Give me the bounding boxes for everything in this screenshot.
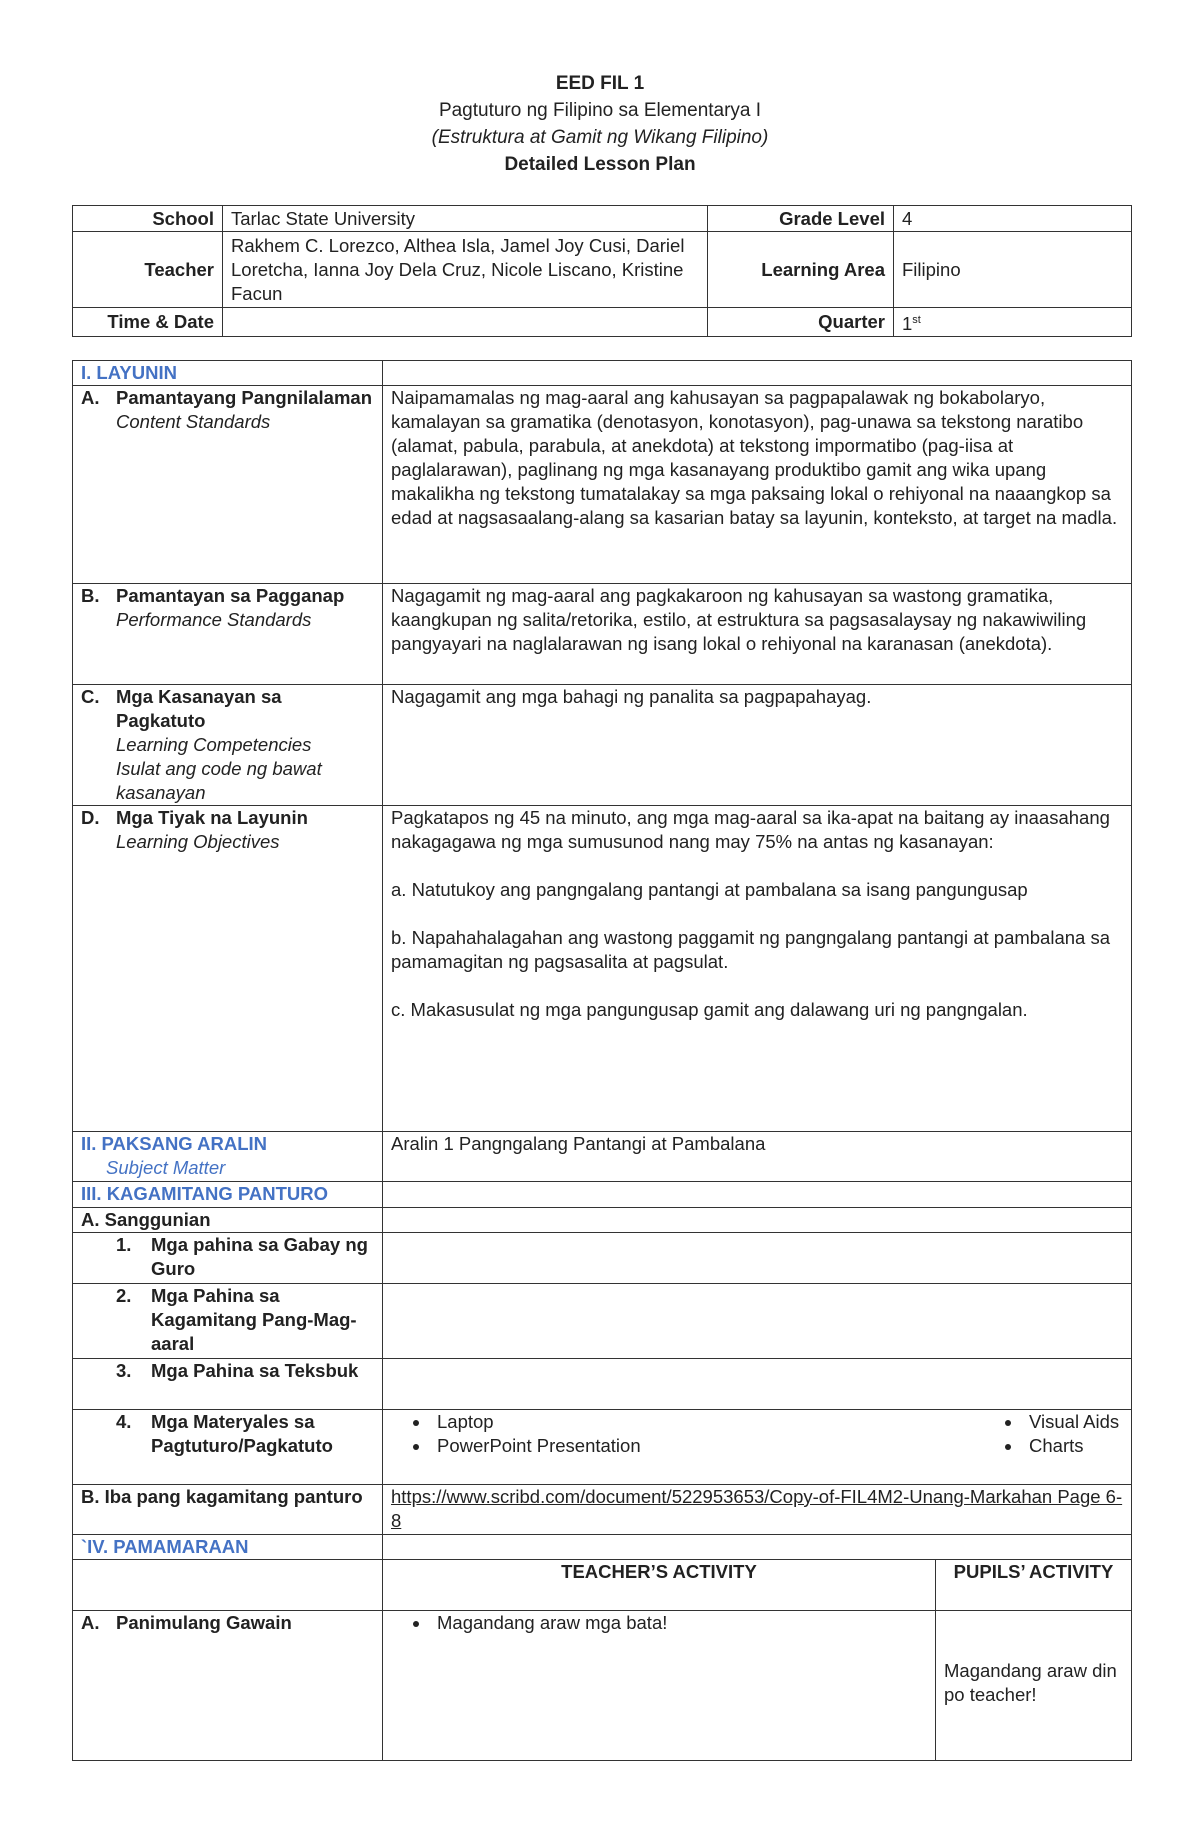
content-standards-text: Naipamamalas ng mag-aaral ang kahusayan sa pagpapalawak ng bokabolaryo, kamalayan sa gramatika (denotasyon, konotasyon), pag-unawa sa tekstong naratibo (alamat, pabula, parabula, at anekdota) at tekstong impormatibo (pag-iisa at paglalarawan), paglinang ng mga kasanayang produktibo gamit ang wika upang makalikha ng tekstong tumatalakay sa mga paksaing lokal o rehiyonal na naaangkop sa edad at nagsasaalang-alang sa kasarian batay sa layunin, konteksto, at target na madla. <box>383 386 1132 584</box>
objective-b: b. Napahahalagahan ang wastong paggamit ng pangngalang pantangi at pambalana sa pamamagitan ng pagsasalita at pagsulat. <box>391 927 1110 972</box>
performance-standards-label: B. Pamantayan sa Pagganap Performance Standards <box>73 584 383 685</box>
objective-a: a. Natutukoy ang pangngalang pantangi at pambalana sa isang pangungusap <box>391 879 1028 900</box>
material-visual-aids: • Visual Aids <box>1023 1410 1123 1434</box>
document-header <box>0 70 1200 178</box>
section-paksang-aralin: II. PAKSANG ARALIN Subject Matter <box>73 1132 383 1182</box>
learning-competencies-label: C. Mga Kasanayan sa Pagkatuto Learning Competencies Isulat ang code ng bawat kasanayan <box>73 685 383 806</box>
learning-area-label: Learning Area <box>708 232 894 308</box>
info-row-teacher <box>73 232 1132 308</box>
reference-link[interactable]: https://www.scribd.com/document/522953653/Copy-of-FIL4M2-Unang-Markahan Page 6-8 <box>391 1486 1123 1531</box>
material-laptop: • Laptop <box>431 1410 641 1434</box>
section-kagamitan-title: III. KAGAMITANG PANTURO <box>73 1182 383 1208</box>
row-content-standards <box>73 386 1132 584</box>
section-layunin-title: I. LAYUNIN <box>73 361 383 386</box>
time-date-value <box>223 308 708 337</box>
info-table <box>72 205 1132 337</box>
objective-c: c. Makasusulat ng mga pangungusap gamit ang dalawang uri ng pangngalan. <box>391 999 1028 1020</box>
quarter-value: 1st <box>894 308 1132 337</box>
teacher-activity-cell <box>383 1611 936 1761</box>
materials-list <box>383 1410 1132 1485</box>
ref-item-1: 1. Mga pahina sa Gabay ng Guro <box>73 1233 383 1284</box>
performance-standards-text: Nagagamit ng mag-aaral ang pagkakaroon ng kahusayan sa wastong gramatika, kaangkupan ng salita/retorika, estilo, at estruktura sa pagsasalaysay ng nakawiwiling pangyayari na naglalarawan ng isang lokal o rehiyonal na karanasan (anekdota). <box>383 584 1132 685</box>
row-pamamaraan-heading <box>73 1535 1132 1560</box>
learning-objectives-text <box>383 806 1132 1132</box>
pupils-activity-header: PUPILS’ ACTIVITY <box>936 1560 1132 1611</box>
row-activity-headers <box>73 1560 1132 1611</box>
row-ref-4 <box>73 1410 1132 1485</box>
row-paksang-aralin <box>73 1132 1132 1182</box>
section-pamamaraan-title: `IV. PAMAMARAAN <box>73 1535 383 1560</box>
material-charts: • Charts <box>1023 1434 1123 1458</box>
material-powerpoint: • PowerPoint Presentation <box>431 1434 641 1458</box>
teacher-label: Teacher <box>73 232 223 308</box>
teacher-greeting: • Magandang araw mga bata! <box>431 1611 927 1635</box>
pupils-activity-cell <box>936 1611 1132 1761</box>
reference-link-cell <box>383 1485 1132 1535</box>
school-label: School <box>73 206 223 232</box>
time-date-label: Time & Date <box>73 308 223 337</box>
row-layunin-heading <box>73 361 1132 386</box>
learning-competencies-text: Nagagamit ang mga bahagi ng panalita sa pagpapahayag. <box>383 685 1132 806</box>
row-iba-pang-kagamitan <box>73 1485 1132 1535</box>
row-kagamitan-heading <box>73 1182 1132 1208</box>
grade-level-value: 4 <box>894 206 1132 232</box>
row-ref-2 <box>73 1284 1132 1359</box>
info-row-time <box>73 308 1132 337</box>
learning-objectives-label: D. Mga Tiyak na Layunin Learning Objectives <box>73 806 383 1132</box>
lesson-plan-table <box>72 360 1132 1761</box>
ref-item-3: 3. Mga Pahina sa Teksbuk <box>73 1359 383 1410</box>
quarter-label: Quarter <box>708 308 894 337</box>
info-row-school <box>73 206 1132 232</box>
learning-area-value: Filipino <box>894 232 1132 308</box>
row-learning-objectives <box>73 806 1132 1132</box>
panimulang-gawain-label: A. Panimulang Gawain <box>73 1611 383 1761</box>
row-ref-1 <box>73 1233 1132 1284</box>
school-value: Tarlac State University <box>223 206 708 232</box>
document-type: Detailed Lesson Plan <box>504 154 696 175</box>
ref-item-4: 4. Mga Materyales sa Pagtuturo/Pagkatuto <box>73 1410 383 1485</box>
teacher-activity-header: TEACHER’S ACTIVITY <box>383 1560 936 1611</box>
course-title: Pagtuturo ng Filipino sa Elementarya I <box>438 100 762 121</box>
pupils-greeting: Magandang araw din po teacher! <box>944 1660 1117 1705</box>
grade-level-label: Grade Level <box>708 206 894 232</box>
teacher-value: Rakhem C. Lorezco, Althea Isla, Jamel Joy Cusi, Dariel Loretcha, Ianna Joy Dela Cruz, Nicole Liscano, Kristine Facun <box>223 232 708 308</box>
row-performance-standards <box>73 584 1132 685</box>
subject-matter-text: Aralin 1 Pangngalang Pantangi at Pambalana <box>383 1132 1132 1182</box>
ref-item-2: 2. Mga Pahina sa Kagamitang Pang-Mag-aaral <box>73 1284 383 1359</box>
sanggunian-label: A. Sanggunian <box>73 1208 383 1233</box>
course-subtitle: (Estruktura at Gamit ng Wikang Filipino) <box>431 127 769 148</box>
iba-pang-kagamitan-label: B. Iba pang kagamitang panturo <box>73 1485 383 1535</box>
row-ref-3 <box>73 1359 1132 1410</box>
course-code: EED FIL 1 <box>555 73 645 94</box>
row-learning-competencies <box>73 685 1132 806</box>
row-panimulang-gawain <box>73 1611 1132 1761</box>
content-standards-label: A. Pamantayang Pangnilalaman Content Standards <box>73 386 383 584</box>
objectives-intro: Pagkatapos ng 45 na minuto, ang mga mag-aaral sa ika-apat na baitang ay inaasahang nakagagawa ng mga sumusunod nang may 75% na antas ng kasanayan: <box>391 807 1110 852</box>
row-sanggunian <box>73 1208 1132 1233</box>
